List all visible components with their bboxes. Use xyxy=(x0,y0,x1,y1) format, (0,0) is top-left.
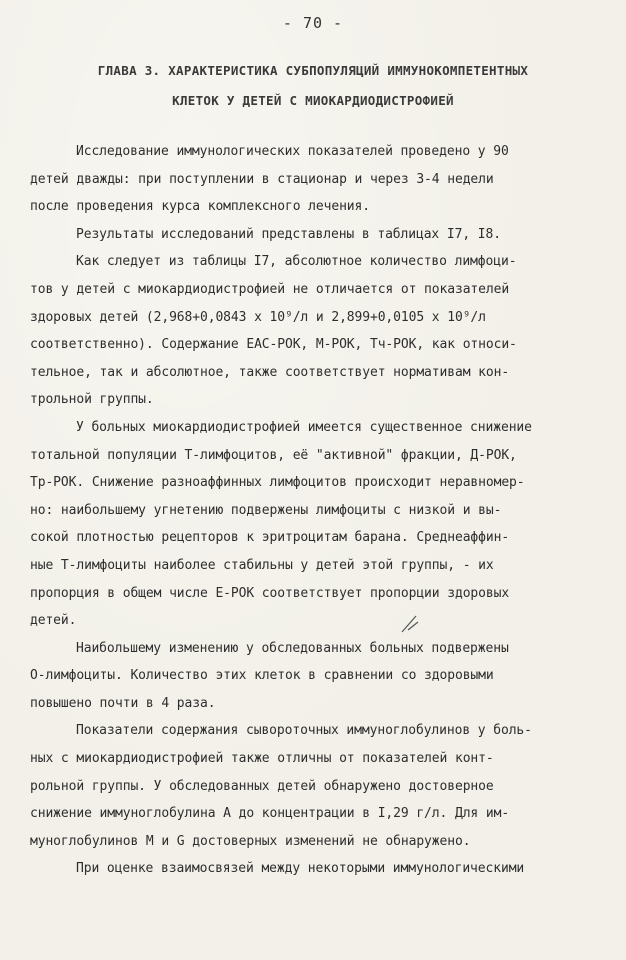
text-line: Наибольшему изменению у обследованных больных подвержены xyxy=(76,640,509,656)
text-line: ные Т-лимфоциты наиболее стабильны у детей этой группы, - их xyxy=(30,557,494,573)
text-line: рольной группы. У обследованных детей обнаружено достоверное xyxy=(30,778,494,794)
text-line: но: наибольшему угнетению подвержены лимфоциты с низкой и вы- xyxy=(30,502,502,518)
paragraph-3 xyxy=(30,248,586,414)
text-line: Tр-РОК. Снижение разноаффинных лимфоцитов происходит неравномер- xyxy=(30,475,525,491)
text-line: ных с миокардиодистрофией также отличны от показателей конт- xyxy=(30,751,494,767)
text-line: тотальной популяции Т-лимфоцитов, её "активной" фракции, Д-РОК, xyxy=(30,447,517,463)
text-line: Как следует из таблицы I7, абсолютное количество лимфоци- xyxy=(76,254,517,270)
text-line: О-лимфоциты. Количество этих клеток в сравнении со здоровыми xyxy=(30,668,494,684)
chapter-title-line-2: КЛЕТОК У ДЕТЕЙ С МИОКАРДИОДИСТРОФИЕЙ xyxy=(172,93,454,108)
text-line: трольной группы. xyxy=(30,392,154,408)
text-line: снижение иммуноглобулина А до концентрации в I,29 г/л. Для им- xyxy=(30,806,510,822)
text-line: сокой плотностью рецепторов к эритроцитам барана. Среднеаффин- xyxy=(30,530,510,546)
body-text xyxy=(30,138,586,883)
text-line: У больных миокардиодистрофией имеется существенное снижение xyxy=(76,419,532,435)
page-number: - 70 - xyxy=(282,14,344,32)
paragraph-7 xyxy=(30,855,586,883)
text-line: тельное, так и абсолютное, также соответствует нормативам кон- xyxy=(30,364,510,380)
text-line: Исследование иммунологических показателей проведено у 90 xyxy=(76,144,509,159)
text-line: детей. xyxy=(30,613,77,629)
chapter-title xyxy=(30,56,596,116)
text-line: соответственно). Содержание ЕАС-РОК, М-РОК, Tч-РОК, как относи- xyxy=(30,337,517,353)
text-line: муноглобулинов М и G достоверных изменений не обнаружено. xyxy=(30,833,471,849)
text-line: тов у детей с миокардиодистрофией не отличается от показателей xyxy=(30,281,510,297)
paragraph-1 xyxy=(30,138,586,221)
text-line: Результаты исследований представлены в таблицах I7, I8. xyxy=(76,226,501,242)
text-line: При оценке взаимосвязей между некоторыми иммунологическими xyxy=(76,861,525,877)
chapter-title-line-1: ГЛАВА 3. ХАРАКТЕРИСТИКА СУБПОПУЛЯЦИЙ ИММУНОКОМПЕТЕНТНЫХ xyxy=(97,63,529,78)
text-line: после проведения курса комплексного лечения. xyxy=(30,199,370,215)
paragraph-2 xyxy=(30,221,586,249)
text-line: детей дважды: при поступлении в стационар и через 3-4 недели xyxy=(30,171,494,187)
text-line: пропорция в общем числе Е-РОК соответствует пропорции здоровых xyxy=(30,585,510,601)
text-line: здоровых детей (2,968+0,0843 х 10⁹/л и 2,899+0,0105 х 10⁹/л xyxy=(30,309,486,325)
text-line: повышено почти в 4 раза. xyxy=(30,695,216,711)
paragraph-6 xyxy=(30,717,586,855)
handwritten-pen-mark-icon xyxy=(398,612,422,636)
paragraph-4 xyxy=(30,414,586,635)
paragraph-5 xyxy=(30,635,586,718)
text-line: Показатели содержания сывороточных иммуноглобулинов у боль- xyxy=(76,723,532,739)
